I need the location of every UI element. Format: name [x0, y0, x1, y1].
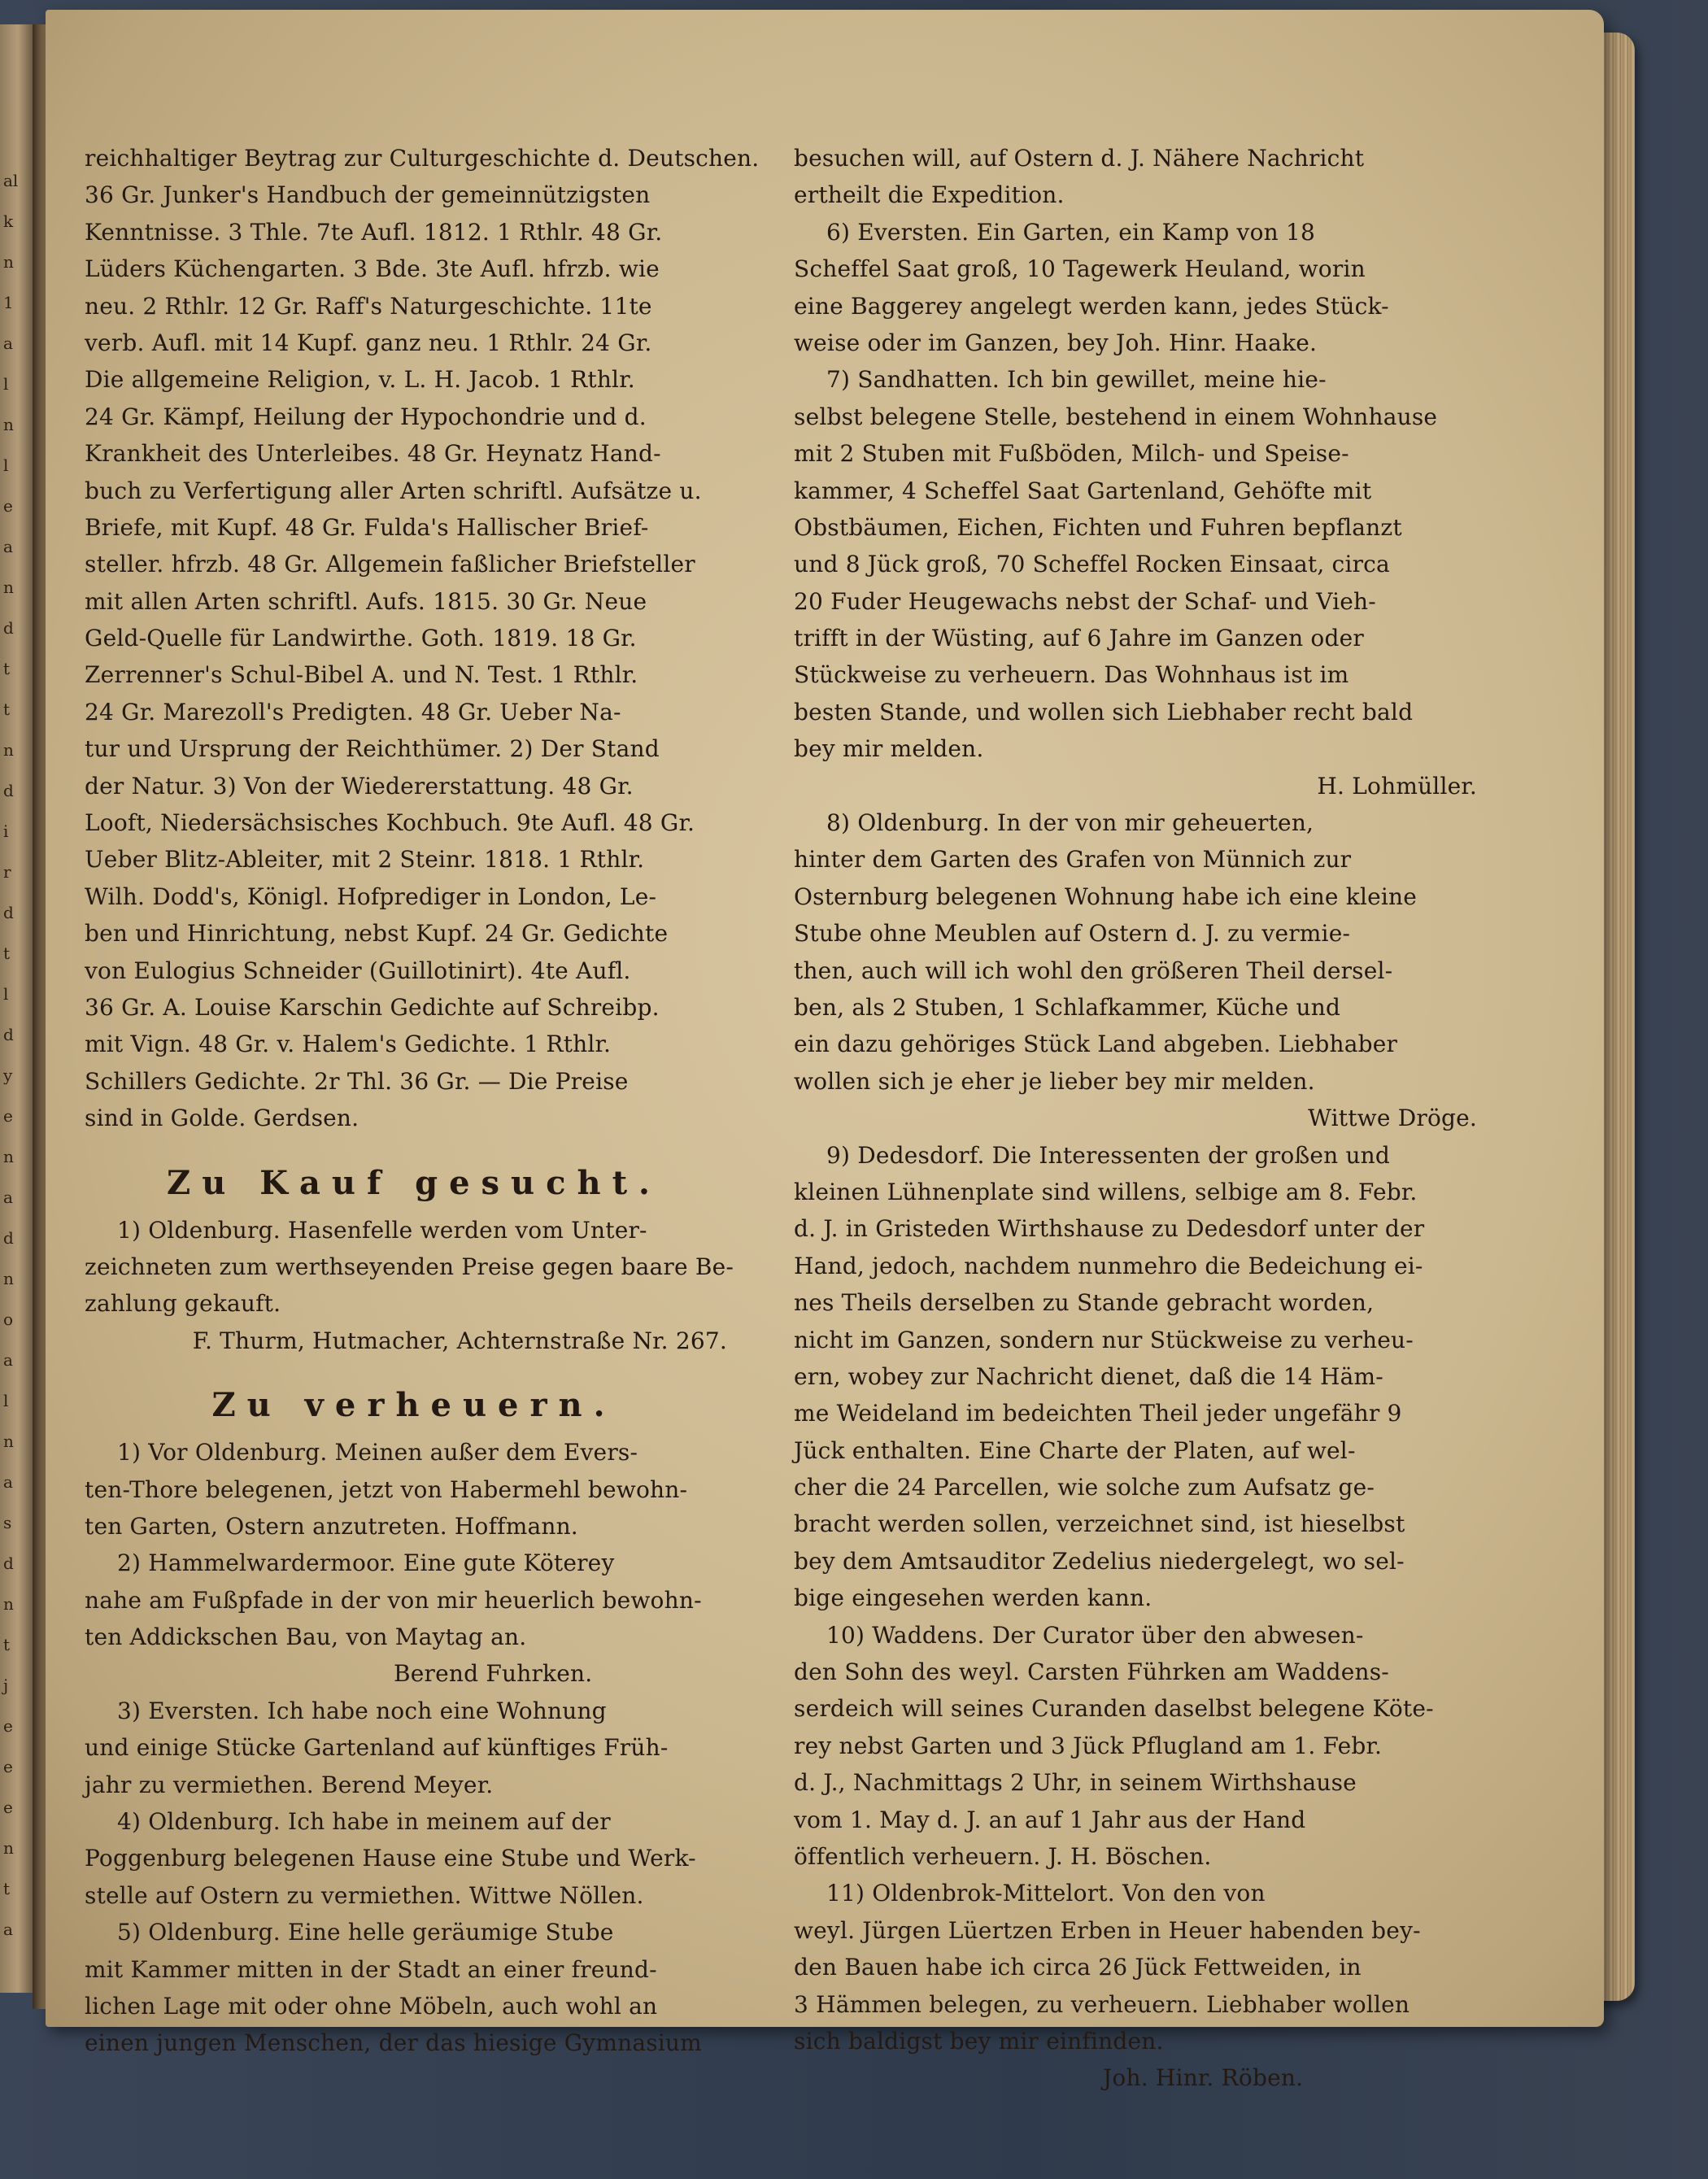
facing-page-fragment: a — [3, 1350, 13, 1370]
text-line: mit Kammer mitten in der Stadt an einer freund- — [85, 1955, 657, 1983]
text-line: bey mir melden. — [794, 735, 984, 763]
text-line: verb. Aufl. mit 14 Kupf. ganz neu. 1 Rthlr. 24 Gr. — [85, 329, 652, 356]
text-line: kammer, 4 Scheffel Saat Gartenland, Gehöfte mit — [794, 477, 1372, 504]
text-line: sich baldigst bey mir einfinden. — [794, 2027, 1164, 2055]
facing-page-edge — [0, 24, 33, 1993]
facing-page-fragment: n — [3, 1594, 14, 1614]
facing-page-fragment: k — [3, 211, 14, 231]
text-line: ben und Hinrichtung, nebst Kupf. 24 Gr. Gedichte — [85, 920, 669, 948]
facing-page-fragment: l — [3, 374, 9, 394]
facing-page-fragment: d — [3, 1025, 14, 1044]
text-line: der Natur. 3) Von der Wiedererstattung. 48 Gr. — [85, 772, 634, 800]
text-line: then, auch will ich wohl den größeren Theil dersel- — [794, 957, 1393, 984]
text-line: Briefe, mit Kupf. 48 Gr. Fulda's Hallischer Brief- — [85, 513, 649, 541]
text-line: Jück enthalten. Eine Charte der Platen, auf wel- — [794, 1436, 1356, 1464]
text-line: tur und Ursprung der Reichthümer. 2) Der Stand — [85, 735, 660, 763]
heading-zu-kauf-gesucht: Zu Kauf gesucht. — [167, 1163, 661, 1202]
text-line: den Sohn des weyl. Carsten Führken am Waddens- — [794, 1658, 1389, 1686]
text-line: einen jungen Menschen, der das hiesige Gymnasium — [85, 2029, 702, 2057]
facing-page-fragment: d — [3, 1554, 14, 1573]
facing-page-fragment: r — [3, 862, 11, 882]
text-line: 6) Eversten. Ein Garten, ein Kamp von 18 — [826, 218, 1315, 246]
text-line: 24 Gr. Marezoll's Predigten. 48 Gr. Ueber Na- — [85, 698, 621, 726]
text-line: nahe am Fußpfade in der von mir heuerlich bewohn- — [85, 1586, 702, 1614]
text-line: wollen sich je eher je lieber bey mir melden. — [794, 1067, 1315, 1095]
text-line: Krankheit des Unterleibes. 48 Gr. Heynatz Hand- — [85, 440, 661, 468]
text-line: ein dazu gehöriges Stück Land abgeben. Liebhaber — [794, 1031, 1398, 1058]
right-column — [794, 140, 1493, 2097]
text-line: mit allen Arten schriftl. Aufs. 1815. 30 Gr. Neue — [85, 587, 647, 615]
text-line: 10) Waddens. Der Curator über den abwesen- — [826, 1621, 1364, 1649]
facing-page-fragment: o — [3, 1310, 14, 1329]
text-line: Geld-Quelle für Landwirthe. Goth. 1819. 18 Gr. — [85, 625, 637, 652]
text-line: d. J. in Gristeden Wirthshause zu Dedesdorf unter der — [794, 1215, 1425, 1243]
spacer — [85, 1137, 743, 1155]
text-line: me Weideland im bedeichten Theil jeder ungefähr 9 — [794, 1400, 1402, 1427]
facing-page-fragment: al — [3, 171, 19, 190]
advert-block-9-11 — [794, 1137, 1493, 2060]
facing-page-fragment: d — [3, 781, 14, 800]
facing-page-fragment: a — [3, 1472, 13, 1492]
text-line: ben, als 2 Stuben, 1 Schlafkammer, Küche und — [794, 993, 1341, 1021]
facing-page-fragment: e — [3, 1716, 13, 1736]
facing-page-fragment: t — [3, 1635, 11, 1654]
facing-page-fragment: j — [3, 1676, 9, 1695]
text-line: 8) Oldenburg. In der von mir geheuerten, — [826, 809, 1314, 837]
text-line: 1) Vor Oldenburg. Meinen außer dem Evers- — [117, 1439, 638, 1466]
facing-page-fragment: e — [3, 496, 13, 516]
text-line: selbst belegene Stelle, bestehend in einem Wohnhause — [794, 403, 1438, 430]
text-line: kleinen Lühnenplate sind willens, selbige am 8. Febr. — [794, 1178, 1418, 1205]
text-line: Stube ohne Meublen auf Ostern d. J. zu vermie- — [794, 920, 1351, 948]
text-line: 11) Oldenbrok-Mittelort. Von den von — [826, 1880, 1266, 1907]
text-line: lichen Lage mit oder ohne Möbeln, auch wohl an — [85, 1992, 658, 2020]
text-line: ten-Thore belegenen, jetzt von Habermehl bewohn- — [85, 1475, 688, 1503]
text-line: Obstbäumen, Eichen, Fichten und Fuhren bepflanzt — [794, 513, 1402, 541]
text-line: Hand, jedoch, nachdem nunmehro die Bedeichung ei- — [794, 1252, 1423, 1279]
text-line: mit Vign. 48 Gr. v. Halem's Gedichte. 1 Rthlr. — [85, 1031, 612, 1058]
text-line: buch zu Verfertigung aller Arten schriftl. Aufsätze u. — [85, 477, 702, 504]
text-line: den Bauen habe ich circa 26 Jück Fettweiden, in — [794, 1954, 1362, 1981]
advert-block-6-7 — [794, 214, 1493, 768]
text-line: Poggenburg belegenen Hause eine Stube und Werk- — [85, 1845, 696, 1872]
text-line: Schillers Gedichte. 2r Thl. 36 Gr. — Die Preise — [85, 1067, 629, 1095]
continued-advert — [794, 140, 1493, 214]
text-line: und einige Stücke Gartenland auf künftiges Früh- — [85, 1734, 669, 1762]
text-line: ern, wobey zur Nachricht dienet, daß die 14 Häm- — [794, 1362, 1383, 1390]
facing-page-fragment: l — [3, 984, 9, 1004]
facing-page-fragment: i — [3, 821, 9, 841]
text-line: und 8 Jück groß, 70 Scheffel Rocken Einsaat, circa — [794, 551, 1390, 578]
text-line: Osternburg belegenen Wohnung habe ich eine kleine — [794, 882, 1418, 910]
signature-thurm: F. Thurm, Hutmacher, Achternstraße Nr. 267. — [192, 1327, 727, 1354]
text-line: Looft, Niedersächsisches Kochbuch. 9te Aufl. 48 Gr. — [85, 809, 695, 837]
text-line: 2) Hammelwardermoor. Eine gute Köterey — [117, 1549, 615, 1577]
facing-page-fragment: n — [3, 1269, 14, 1288]
facing-page-fragment: t — [3, 659, 11, 678]
text-line: cher die 24 Parcellen, wie solche zum Aufsatz ge- — [794, 1474, 1375, 1501]
facing-page-fragment: d — [3, 1228, 14, 1248]
text-line: zahlung gekauft. — [85, 1290, 281, 1318]
signature-lohmuller: H. Lohmüller. — [1317, 772, 1477, 800]
facing-page-fragment: a — [3, 1188, 13, 1207]
text-line: 1) Oldenburg. Hasenfelle werden vom Unter- — [117, 1216, 647, 1244]
text-line: Scheffel Saat groß, 10 Tagewerk Heuland, worin — [794, 255, 1366, 283]
text-line: mit 2 Stuben mit Fußböden, Milch- und Speise- — [794, 440, 1349, 468]
text-line: sind in Golde. Gerdsen. — [85, 1105, 359, 1132]
text-line: stelle auf Ostern zu vermiethen. Wittwe Nöllen. — [85, 1881, 644, 1909]
text-line: eine Baggerey angelegt werden kann, jedes Stück- — [794, 292, 1389, 320]
facing-page-fragment: n — [3, 1838, 14, 1858]
text-line: Stückweise zu verheuern. Das Wohnhaus ist im — [794, 661, 1349, 689]
text-line: d. J., Nachmittags 2 Uhr, in seinem Wirthshause — [794, 1769, 1357, 1797]
signature-droge: Wittwe Dröge. — [1308, 1105, 1477, 1132]
facing-page-fragment: n — [3, 740, 14, 760]
text-line: ten Addickschen Bau, von Maytag an. — [85, 1623, 527, 1651]
facing-page-fragment: t — [3, 699, 11, 719]
facing-page-fragment: a — [3, 1920, 13, 1939]
facing-page-fragment: n — [3, 252, 14, 272]
text-line: Lüders Küchengarten. 3 Bde. 3te Aufl. hfrzb. wie — [85, 255, 660, 283]
text-line: vom 1. May d. J. an auf 1 Jahr aus der Hand — [794, 1806, 1306, 1833]
signature-fuhrken: Berend Fuhrken. — [394, 1660, 593, 1688]
text-line: besuchen will, auf Ostern d. J. Nähere Nachricht — [794, 145, 1365, 172]
facing-page-fragment: a — [3, 537, 13, 556]
text-line: ten Garten, Ostern anzutreten. Hoffmann. — [85, 1512, 578, 1540]
text-line: bey dem Amtsauditor Zedelius niedergelegt, wo sel- — [794, 1547, 1405, 1575]
facing-page-fragment: t — [3, 944, 11, 963]
facing-page-fragment: l — [3, 455, 9, 475]
heading-zu-verheuern: Zu verheuern. — [211, 1386, 617, 1425]
text-line: nicht im Ganzen, sondern nur Stückweise zu verheu- — [794, 1326, 1414, 1353]
text-line: Kenntnisse. 3 Thle. 7te Aufl. 1812. 1 Rthlr. 48 Gr. — [85, 218, 663, 246]
text-line: jahr zu vermiethen. Berend Meyer. — [85, 1771, 494, 1798]
facing-page-fragment: e — [3, 1798, 13, 1817]
text-line: zeichneten zum werthseyenden Preise gegen baare Be- — [85, 1253, 734, 1280]
text-line: hinter dem Garten des Grafen von Münnich zur — [794, 846, 1352, 874]
facing-page-fragment: d — [3, 618, 14, 638]
book-advert-block — [85, 140, 760, 1137]
text-line: neu. 2 Rthlr. 12 Gr. Raff's Naturgeschichte. 11te — [85, 292, 652, 320]
facing-page-fragment: y — [3, 1066, 13, 1085]
text-line: weise oder im Ganzen, bey Joh. Hinr. Haake. — [794, 329, 1318, 356]
facing-page-fragment: n — [3, 577, 14, 597]
text-line: 4) Oldenburg. Ich habe in meinem auf der — [117, 1808, 611, 1836]
text-line: 24 Gr. Kämpf, Heilung der Hypochondrie und d. — [85, 403, 647, 430]
facing-page-fragment: t — [3, 1879, 11, 1898]
text-line: 36 Gr. A. Louise Karschin Gedichte auf Schreibp. — [85, 993, 660, 1021]
advert-block-8 — [794, 804, 1493, 1100]
facing-page-fragment: e — [3, 1106, 13, 1126]
kauf-advert-block — [85, 1212, 743, 1323]
text-line: serdeich will seines Curanden daselbst belegene Köte- — [794, 1695, 1434, 1723]
text-line: Die allgemeine Religion, v. L. H. Jacob. 1 Rthlr. — [85, 366, 635, 394]
facing-page-fragment: 1 — [3, 293, 14, 312]
facing-page-fragment: s — [3, 1513, 12, 1532]
facing-page-fragment: l — [3, 1391, 9, 1410]
text-line: 7) Sandhatten. Ich bin gewillet, meine hie- — [826, 366, 1327, 394]
text-line: rey nebst Garten und 3 Jück Pflugland am 1. Febr. — [794, 1732, 1383, 1759]
verheuern-advert-block-2 — [85, 1693, 743, 2062]
text-line: weyl. Jürgen Lüertzen Erben in Heuer habenden bey- — [794, 1916, 1421, 1944]
text-line: besten Stande, und wollen sich Liebhaber recht bald — [794, 698, 1414, 726]
facing-page-fragment: a — [3, 333, 13, 353]
spacer — [85, 1359, 743, 1377]
facing-page-fragment: n — [3, 1147, 14, 1166]
text-line: 3) Eversten. Ich habe noch eine Wohnung — [117, 1697, 607, 1724]
text-line: 3 Hämmen belegen, zu verheuern. Liebhaber wollen — [794, 1990, 1410, 2018]
verheuern-advert-block — [85, 1434, 743, 1655]
text-line: von Eulogius Schneider (Guillotinirt). 4te Aufl. — [85, 957, 631, 984]
text-line: 9) Dedesdorf. Die Interessenten der großen und — [826, 1141, 1391, 1169]
text-line: steller. hfrzb. 48 Gr. Allgemein faßlicher Briefsteller — [85, 551, 695, 578]
left-column — [85, 140, 760, 2062]
text-line: reichhaltiger Beytrag zur Culturgeschichte d. Deutschen. — [85, 145, 760, 172]
text-line: trifft in der Wüsting, auf 6 Jahre im Ganzen oder — [794, 625, 1364, 652]
facing-page-fragment: e — [3, 1757, 13, 1776]
text-line: öffentlich verheuern. J. H. Böschen. — [794, 1842, 1212, 1870]
text-line: nes Theils derselben zu Stande gebracht worden, — [794, 1289, 1375, 1317]
facing-page-fragment: n — [3, 415, 14, 434]
text-line: 5) Oldenburg. Eine helle geräumige Stube — [117, 1919, 614, 1946]
text-line: 20 Fuder Heugewachs nebst der Schaf- und Vieh- — [794, 587, 1376, 615]
text-line: 36 Gr. Junker's Handbuch der gemeinnützigsten — [85, 181, 651, 209]
text-line: bracht werden sollen, verzeichnet sind, ist hieselbst — [794, 1510, 1405, 1538]
signature-roben: Joh. Hinr. Röben. — [1103, 2064, 1304, 2092]
text-line: ertheilt die Expedition. — [794, 181, 1065, 209]
facing-page-fragment: n — [3, 1432, 14, 1451]
text-line: bige eingesehen werden kann. — [794, 1584, 1152, 1612]
facing-page-fragment: d — [3, 903, 14, 922]
text-line: Zerrenner's Schul-Bibel A. und N. Test. 1 Rthlr. — [85, 661, 638, 689]
text-line: Ueber Blitz-Ableiter, mit 2 Steinr. 1818. 1 Rthlr. — [85, 846, 645, 874]
newspaper-page — [46, 10, 1604, 2092]
text-line: Wilh. Dodd's, Königl. Hofprediger in London, Le- — [85, 882, 657, 910]
